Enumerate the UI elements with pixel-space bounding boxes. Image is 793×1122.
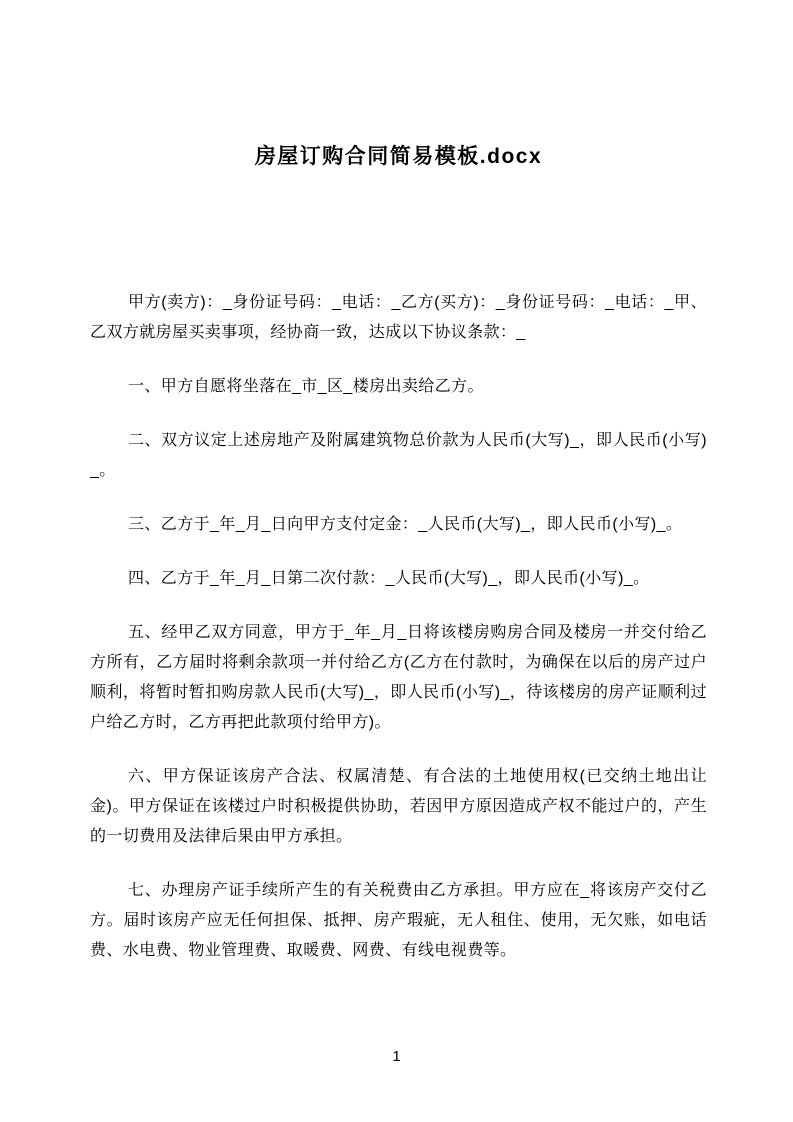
page-number: 1 [392, 1048, 401, 1065]
clause-4-paragraph: 四、乙方于_年_月_日第二次付款：_人民币(大写)_，即人民币(小写)_。 [128, 570, 650, 587]
clause-5-paragraph: 五、经甲乙双方同意，甲方于_年_月_日将该楼房购房合同及楼房一并交付给乙方所有，乙方届时将剩余款项一并付给乙方(乙方在付款时，为确保在以后的房产过户顺利，将暂时暂扣购房款人民币(大写)_，即人民币(小写)_，待该楼房的房产证顺利过户给乙方时，乙方再把此款项付给甲方)。 [90, 624, 707, 731]
intro-paragraph: 甲方(卖方)：_身份证号码：_电话：_乙方(买方)：_身份证号码：_电话：_甲、乙双方就房屋买卖事项，经协商一致，达成以下协议条款：_ [90, 294, 707, 341]
clause-6-paragraph: 六、甲方保证该房产合法、权属清楚、有合法的土地使用权(已交纳土地出让金)。甲方保证在该楼过户时积极提供协助，若因甲方原因造成产权不能过户的，产生的一切费用及法律后果由甲方承担。 [90, 768, 707, 845]
clause-7-paragraph: 七、办理房产证手续所产生的有关税费由乙方承担。甲方应在_将该房产交付乙方。届时该房产应无任何担保、抵押、房产瑕疵，无人租住、使用，无欠账，如电话费、水电费、物业管理费、取暖费、网费、有线电视费等。 [90, 882, 707, 959]
clause-1-paragraph: 一、甲方自愿将坐落在_市_区_楼房出卖给乙方。 [128, 378, 484, 395]
clause-3-paragraph: 三、乙方于_年_月_日向甲方支付定金：_人民币(大写)_，即人民币(小写)_。 [128, 516, 683, 533]
document-body [90, 288, 707, 966]
clause-2-paragraph: 二、双方议定上述房地产及附属建筑物总价款为人民币(大写)_，即人民币(小写)_。 [90, 432, 707, 479]
document-title: 房屋订购合同简易模板.docx [254, 145, 543, 168]
